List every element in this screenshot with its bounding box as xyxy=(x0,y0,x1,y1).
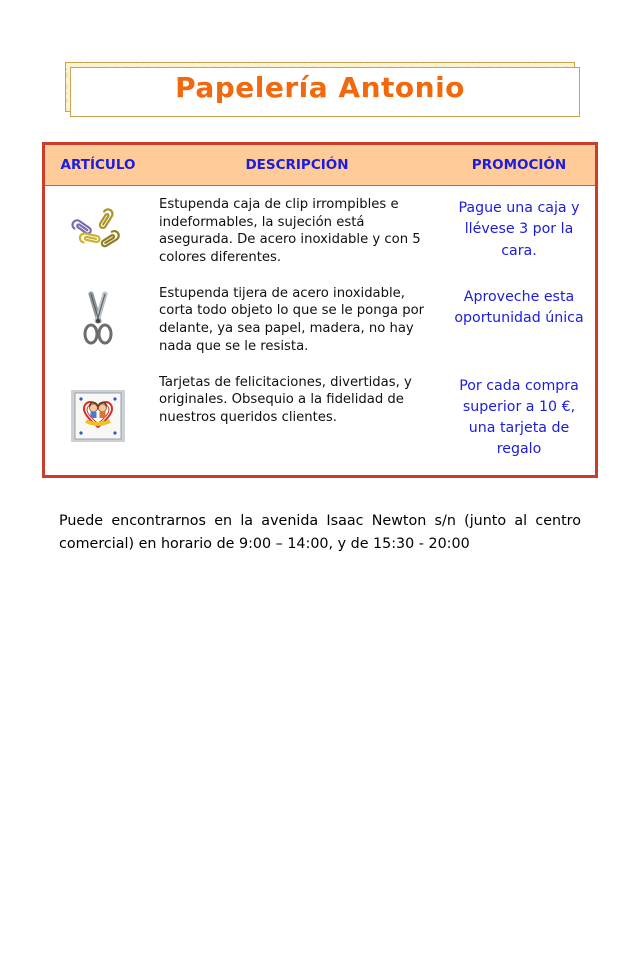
description-cell: Tarjetas de felicitaciones, divertidas, y originales. Obsequio a la fidelidad de nuestros queridos clientes. xyxy=(159,374,412,425)
promotion-cell: Por cada compra superior a 10 €, una tarjeta de regalo xyxy=(459,377,579,458)
article-cell xyxy=(45,186,151,275)
promotion-cell: Pague una caja y llévese 3 por la cara. xyxy=(458,200,580,259)
table-row xyxy=(45,275,595,364)
document-page xyxy=(0,62,640,968)
description-cell: Estupenda caja de clip irrompibles e indeformables, la sujeción está asegurada. De acero inoxidable y con 5 colores diferentes. xyxy=(159,197,421,266)
scissors-image xyxy=(78,291,118,347)
table-row xyxy=(45,186,595,275)
page-title: Papelería Antonio xyxy=(175,70,465,104)
address-text: Puede encontrarnos en la avenida Isaac Newton s/n (junto al centro comercial) en horario de 9:00 – 14:00, y de 15:30 - 20:00 xyxy=(59,512,581,552)
column-header-descripcion: DESCRIPCIÓN xyxy=(245,157,349,173)
promotions-table xyxy=(42,142,598,478)
table-header-row xyxy=(45,145,595,186)
article-cell xyxy=(45,364,151,475)
description-cell: Estupenda tijera de acero inoxidable, corta todo objeto lo que se le ponga por delante, ya sea papel, madera, no hay nada que se le resista. xyxy=(159,285,425,354)
column-header-promocion: PROMOCIÓN xyxy=(471,157,567,173)
paperclips-image xyxy=(70,207,126,253)
column-header-articulo: ARTÍCULO xyxy=(60,157,136,173)
table-row xyxy=(45,364,595,475)
greeting-card-image xyxy=(71,390,125,442)
title-banner xyxy=(65,62,575,112)
title-banner-box xyxy=(65,62,575,112)
article-cell xyxy=(45,275,151,364)
promotion-cell: Aproveche esta oportunidad única xyxy=(454,288,584,327)
